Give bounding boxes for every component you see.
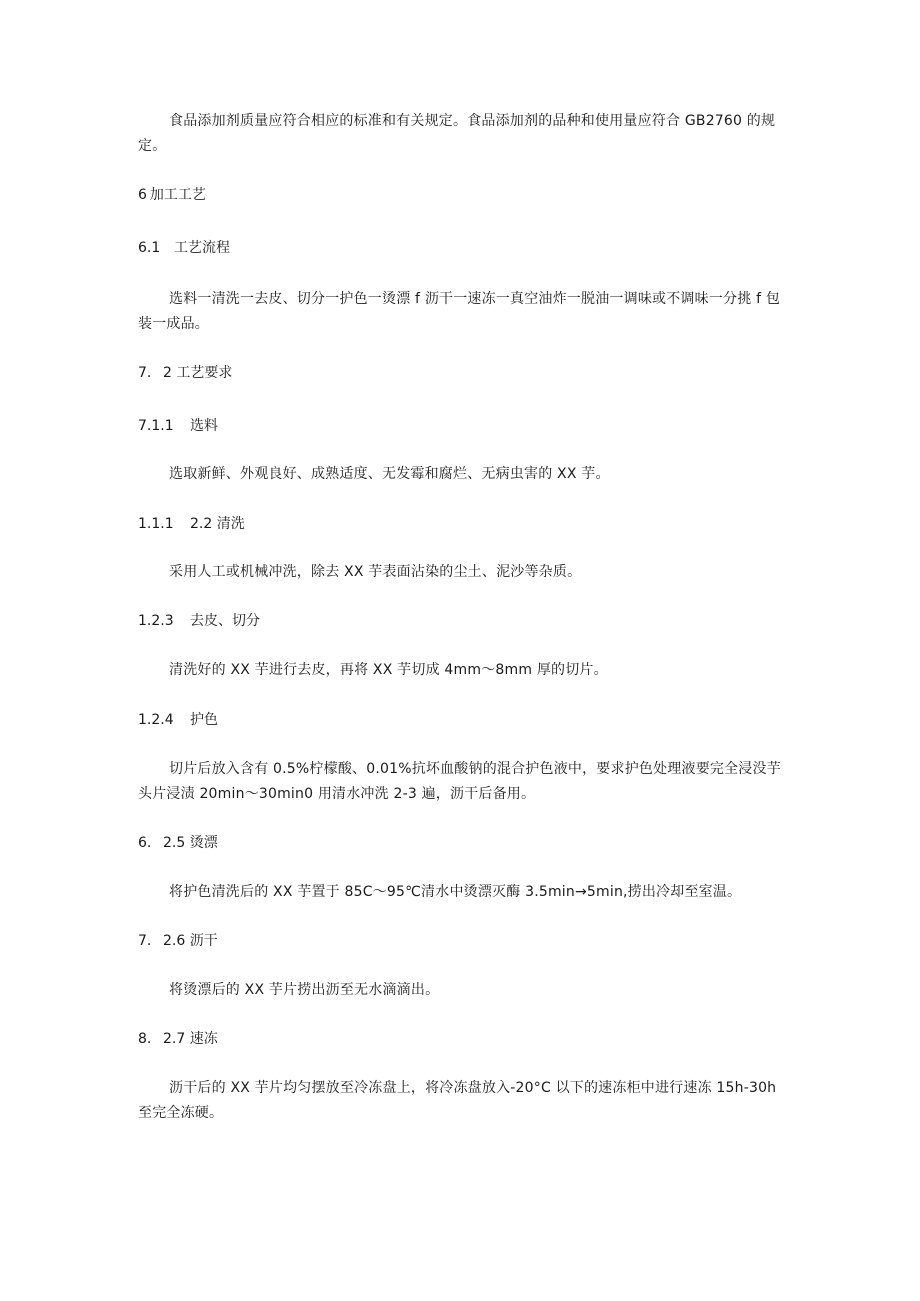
heading-title: 工艺流程	[174, 240, 230, 256]
heading-title: 护色	[190, 712, 218, 728]
heading-6-1	[138, 238, 230, 258]
heading-7	[138, 363, 232, 383]
heading-number: 6.1	[138, 240, 161, 256]
paragraph-draining: 将烫漂后的 XX 芋片捞出沥至无水滴滴出。	[169, 982, 440, 998]
heading-title: 2.2 清洗	[190, 516, 245, 532]
paragraph-quick-freezing: 沥干后的 XX 芋片均匀摆放至冷冻盘上，将冷冻盘放入-20°C 以下的速冻柜中进行速冻 15h-30h 至完全冻硬。	[138, 1080, 777, 1121]
heading-title: 加工工艺	[149, 187, 206, 203]
heading-title: 选料	[190, 418, 218, 434]
heading-title: 2 工艺要求	[163, 365, 233, 381]
paragraph-color-protection: 切片后放入含有 0.5%柠檬酸、0.01%抗坏血酸钠的混合护色液中，要求护色处理液要完全浸没芋头片浸渍 20min～30min0 用清水冲洗 2-3 遍，沥干后备用。	[138, 761, 781, 802]
paragraph-washing: 采用人工或机械冲洗，除去 XX 芋表面沾染的尘土、泥沙等杂质。	[169, 564, 582, 580]
heading-6	[138, 185, 206, 205]
heading-number: 8.	[138, 1031, 152, 1047]
paragraph-blanching: 将护色清洗后的 XX 芋置于 85C～95℃清水中烫漂灭酶 3.5min→5min,捞出冷却至室温。	[169, 884, 742, 900]
heading-2-6	[138, 931, 218, 951]
heading-title: 2.6 沥干	[163, 933, 218, 949]
heading-number: 7.	[138, 933, 152, 949]
paragraph-select-material: 选取新鲜、外观良好、成熟适度、无发霉和腐烂、无病虫害的 XX 芋。	[169, 466, 610, 482]
heading-number: 7.1.1	[138, 418, 174, 434]
heading-1-1-1	[138, 514, 245, 534]
heading-1-2-3	[138, 611, 260, 631]
heading-number: 6.	[138, 835, 152, 851]
heading-7-1-1	[138, 416, 218, 436]
heading-title: 2.5 烫漂	[163, 835, 218, 851]
heading-number: 1.1.1	[138, 516, 174, 532]
heading-title: 2.7 速冻	[163, 1031, 218, 1047]
heading-title: 去皮、切分	[190, 613, 260, 629]
heading-2-5	[138, 833, 218, 853]
heading-number: 1.2.4	[138, 712, 174, 728]
heading-number: 1.2.3	[138, 613, 174, 629]
heading-2-7	[138, 1029, 218, 1049]
paragraph-process-flow: 选料一清洗一去皮、切分一护色一烫漂 f 沥干一速冻一真空油炸一脱油一调味或不调味一分挑 f 包装一成品。	[138, 291, 781, 332]
heading-number: 6	[138, 187, 147, 203]
paragraph-food-additive: 食品添加剂质量应符合相应的标准和有关规定。食品添加剂的品种和使用量应符合 GB2760 的规定。	[138, 113, 776, 154]
heading-number: 7.	[138, 365, 152, 381]
heading-1-2-4	[138, 710, 218, 730]
paragraph-peeling: 清洗好的 XX 芋进行去皮，再将 XX 芋切成 4mm～8mm 厚的切片。	[169, 662, 608, 678]
